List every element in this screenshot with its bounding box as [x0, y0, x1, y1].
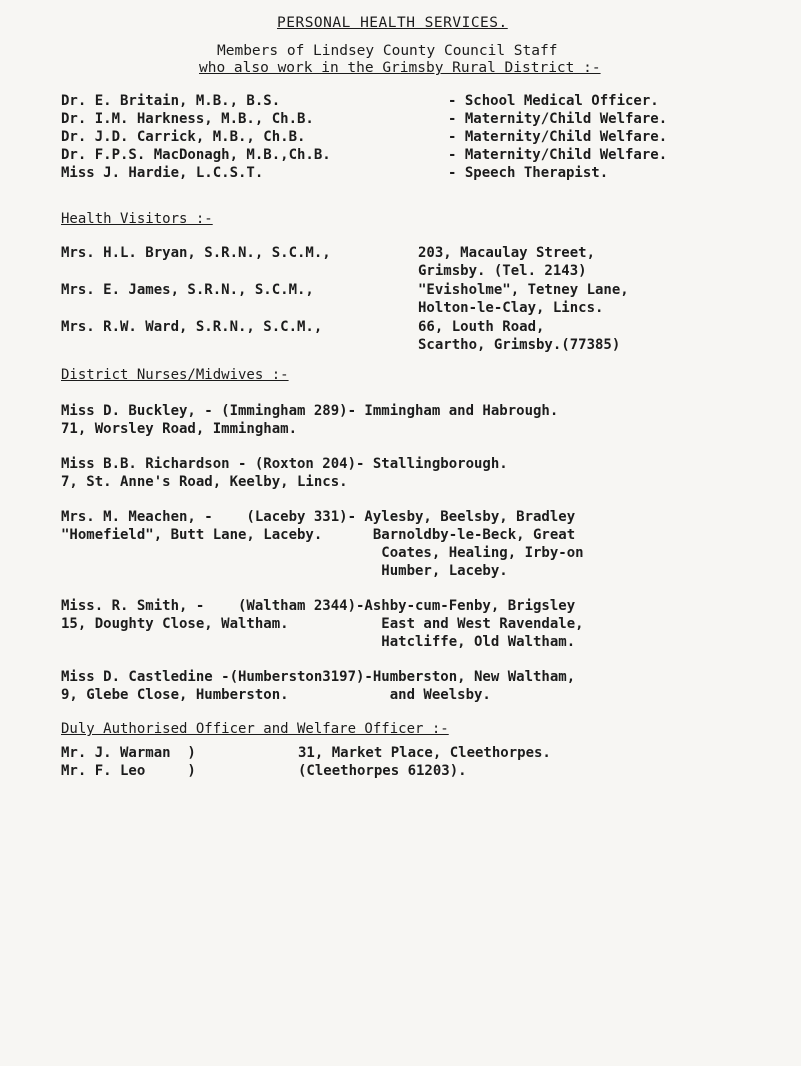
- visitor-address: 203, Macaulay Street,: [418, 245, 596, 261]
- page-title: PERSONAL HEALTH SERVICES.: [277, 15, 508, 31]
- visitor-name: Mrs. R.W. Ward, S.R.N., S.C.M.,: [61, 319, 323, 335]
- officer-name: Mr. J. Warman ): [61, 745, 196, 761]
- visitor-name: Mrs. H.L. Bryan, S.R.N., S.C.M.,: [61, 245, 331, 261]
- nurse-line: 9, Glebe Close, Humberston. and Weelsby.: [61, 687, 491, 703]
- visitor-address: Scartho, Grimsby.(77385): [418, 337, 621, 353]
- visitor-name: Mrs. E. James, S.R.N., S.C.M.,: [61, 282, 314, 298]
- staff-role: - Maternity/Child Welfare.: [448, 129, 668, 145]
- nurse-line: 7, St. Anne's Road, Keelby, Lincs.: [61, 474, 348, 490]
- staff-name: Miss J. Hardie, L.C.S.T.: [61, 165, 264, 181]
- staff-name: Dr. I.M. Harkness, M.B., Ch.B.: [61, 111, 314, 127]
- nurse-line: Hatcliffe, Old Waltham.: [61, 634, 576, 650]
- officer-detail: (Cleethorpes 61203).: [298, 763, 467, 779]
- nurse-line: Humber, Laceby.: [61, 563, 508, 579]
- nurse-line: 71, Worsley Road, Immingham.: [61, 421, 298, 437]
- subtitle-line-2: who also work in the Grimsby Rural District :-: [199, 60, 601, 76]
- staff-name: Dr. J.D. Carrick, M.B., Ch.B.: [61, 129, 306, 145]
- staff-role: - Speech Therapist.: [448, 165, 609, 181]
- nurse-line: Mrs. M. Meachen, - (Laceby 331)- Aylesby, Beelsby, Bradley: [61, 509, 576, 525]
- visitor-address: Holton-le-Clay, Lincs.: [418, 300, 604, 316]
- staff-role: - Maternity/Child Welfare.: [448, 111, 668, 127]
- nurse-line: Miss B.B. Richardson - (Roxton 204)- Stallingborough.: [61, 456, 508, 472]
- subtitle-line-1: Members of Lindsey County Council Staff: [217, 43, 558, 59]
- officer-detail: 31, Market Place, Cleethorpes.: [298, 745, 551, 761]
- district-nurses-heading: District Nurses/Midwives :-: [61, 367, 289, 383]
- nurse-line: 15, Doughty Close, Waltham. East and West Ravendale,: [61, 616, 584, 632]
- nurse-line: Miss. R. Smith, - (Waltham 2344)-Ashby-cum-Fenby, Brigsley: [61, 598, 576, 614]
- visitor-address: "Evisholme", Tetney Lane,: [418, 282, 629, 298]
- visitor-address: Grimsby. (Tel. 2143): [418, 263, 587, 279]
- welfare-heading: Duly Authorised Officer and Welfare Officer :-: [61, 721, 449, 737]
- visitor-address: 66, Louth Road,: [418, 319, 545, 335]
- nurse-line: Coates, Healing, Irby-on: [61, 545, 584, 561]
- officer-name: Mr. F. Leo ): [61, 763, 196, 779]
- staff-name: Dr. E. Britain, M.B., B.S.: [61, 93, 281, 109]
- staff-name: Dr. F.P.S. MacDonagh, M.B.,Ch.B.: [61, 147, 331, 163]
- staff-role: - School Medical Officer.: [448, 93, 659, 109]
- nurse-line: "Homefield", Butt Lane, Laceby. Barnoldby-le-Beck, Great: [61, 527, 576, 543]
- nurse-line: Miss D. Buckley, - (Immingham 289)- Immingham and Habrough.: [61, 403, 559, 419]
- health-visitors-heading: Health Visitors :-: [61, 211, 213, 227]
- nurse-line: Miss D. Castledine -(Humberston3197)-Humberston, New Waltham,: [61, 669, 576, 685]
- staff-role: - Maternity/Child Welfare.: [448, 147, 668, 163]
